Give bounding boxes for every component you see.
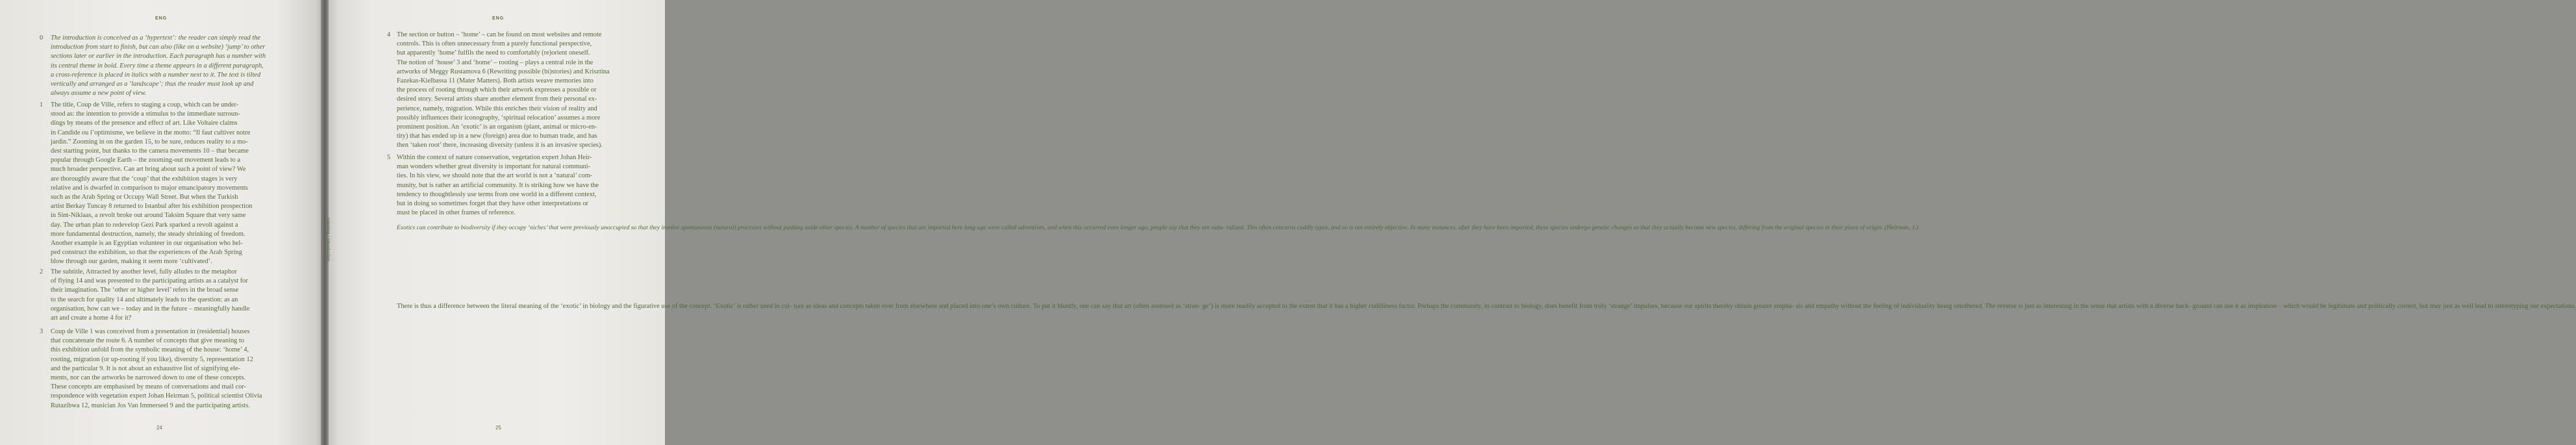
- language-label: ENG: [492, 16, 505, 21]
- quote-line: that they actually become new species, differing from the original species in their: [1640, 224, 1844, 231]
- quote-line: aside other species. A number of species that are imported here long ago were called: [805, 224, 1017, 231]
- text-line: Coup de Ville 1 was conceived from a presentation in (residential) houses: [51, 328, 250, 335]
- text-line: perience, namely, migration. While this enriches their vision of reality and: [397, 105, 597, 112]
- paragraph-text: [51, 327, 262, 411]
- text-line: this exhibition unfold from the symbolic meaning of the house: ‘home’ 4,: [51, 346, 249, 354]
- paragraph-text: [397, 31, 610, 151]
- text-line: jardin.” Zooming in on the garden 15, to be sure, reduces reality to a mo-: [51, 138, 248, 146]
- paragraph-1: [40, 101, 253, 267]
- text-line: much broader perspective. Can art bring about such a point of view? We: [51, 166, 246, 173]
- paragraph-text: [51, 34, 266, 98]
- quote-line: place of origin. (Heirman, J.): [1844, 224, 1919, 231]
- text-line: sis and empathy without the feeling of individuality being smothered. The: [1795, 303, 1996, 310]
- text-line: are thoroughly aware that the ‘coup’ that the exhibition stages is very: [51, 175, 238, 183]
- text-line: controls. This is often unnecessary from a purely functional perspective,: [397, 40, 592, 48]
- language-label: ENG: [155, 16, 168, 21]
- text-line: tendency to thoughtlessly use terms from one world in a different context,: [397, 190, 597, 198]
- quote-line: Exotics can contribute to biodiversity if they occupy ‘niches’ that were previously: [397, 224, 599, 231]
- text-line: munity, but is rather an artificial community. It is striking how we have the: [397, 181, 599, 189]
- text-line: factor. Perhaps the community, in contrast to biology, does benefit from: [1399, 303, 1593, 310]
- text-line: ge’) is more readily accepted to the extent that it has a higher cuddliness: [1202, 303, 1397, 310]
- text-line: The notion of ‘house’ 3 and ‘home’ – rooting – plays a central role in the: [397, 58, 594, 66]
- paragraph-0: [40, 34, 266, 98]
- paragraph-text: [51, 101, 253, 267]
- text-line: possibly influences their iconography, ‘spiritual relocation’ assumes a more: [397, 114, 601, 121]
- text-line: correct, but may just as well lead to stereotyping our expectations.: [2397, 303, 2576, 310]
- paragraph-2: [40, 268, 250, 323]
- text-line: their imagination. The ‘other or higher level’ refers in the broad sense: [51, 286, 239, 294]
- text-line: desired story. Several artists share another element from their personal ex-: [397, 95, 597, 103]
- text-line: popular through Google Earth – the zooming-out movement leads to a: [51, 157, 241, 164]
- text-line: prominent position. An ‘exotic’ is an organism (plant, animal or micro-en-: [397, 123, 597, 131]
- text-line: truly ‘strange’ impulses, because our spirits thereby obtain greater empha-: [1594, 303, 1794, 310]
- text-line: The section or button – ‘home’ – can be found on most websites and remote: [397, 31, 602, 38]
- text-line: The title, Coup de Ville, refers to staging a coup, which can be under-: [51, 101, 239, 108]
- text-line: vertically and arranged as a ‘landscape’; thus the reader must look up and: [51, 81, 254, 88]
- paragraph-text: [397, 153, 599, 218]
- text-line: but in doing so sometimes forget that they have other interpretations or: [397, 200, 589, 208]
- text-line: Another example is an Egyptian volunteer in our organisation who hel-: [51, 240, 243, 248]
- text-line: then ‘taken root’ there, increasing diversity (unless it is an invasive species).: [397, 142, 603, 149]
- paragraph-number: 1: [40, 101, 44, 108]
- text-line: ped construct the exhibition, so that the experiences of the Arab Spring: [51, 249, 242, 257]
- text-line: a cross-reference is placed in italics with a number next to it. The text is tilted: [51, 71, 261, 79]
- quote-block: [397, 223, 1918, 233]
- text-line: ties. In his view, we should note that the art world is not a ‘natural’ com-: [397, 172, 593, 180]
- text-line: These concepts are emphasised by means of conversations and mail cor-: [51, 383, 247, 391]
- text-line: of flying 14 and was presented to the participating artists as a catalyst for: [51, 277, 248, 285]
- quote-line: unoccupied so that they involve spontaneous (natural) processes without pushing: [601, 224, 803, 231]
- closing-paragraph: [397, 302, 2576, 311]
- text-line: must be placed in other frames of reference.: [397, 209, 516, 217]
- text-line: that concatenate the route 6. A number of concepts that give meaning to: [51, 337, 245, 345]
- text-line: sections later or earlier in the introduction. Each paragraph has a number with: [51, 53, 266, 60]
- text-line: to the search for quality 14 and ultimately leads to the question: as an: [51, 296, 238, 303]
- paragraph-5: [387, 153, 599, 218]
- text-line: ground can use it as inspiration – which would be legitimate and politically: [2192, 303, 2396, 310]
- text-line: reverse is just as interesting in the sense that artists with a diverse back-: [1997, 303, 2191, 310]
- text-line: own culture. To put it bluntly, one can say that art (often assessed as ‘stran-: [997, 303, 1201, 310]
- text-line: artist Berkay Tuncay 8 returned to Istanbul after his exhibition prospection: [51, 203, 253, 210]
- paragraph-number: 3: [40, 328, 44, 335]
- text-line: art and create a home 4 for it?: [51, 314, 132, 322]
- text-line: organisation, how can we – today and in the future – meaningfully handle: [51, 305, 250, 312]
- text-line: ments, nor can the artworks be narrowed down to one of these concepts.: [51, 374, 246, 382]
- paragraph-number: 0: [40, 34, 44, 42]
- text-line: stood as: the intention to provide a stimulus to the immediate surroun-: [51, 110, 240, 118]
- text-line: tity) that has ended up in a new (foreign) area due to human trade, and has: [397, 133, 597, 140]
- page-number: 25: [495, 425, 501, 431]
- paragraph-number: 4: [387, 31, 391, 38]
- text-line: ture as ideas and concepts taken over from elsewhere and placed into one’s: [794, 303, 996, 310]
- right-page: [325, 0, 2576, 445]
- text-line: such as the Arab Spring or Occupy Wall Street. But when the Turkish: [51, 194, 238, 201]
- text-line: and the particular 9. It is not about an exhaustive list of signifying ele-: [51, 364, 241, 372]
- paragraph-3: [40, 327, 262, 411]
- text-line: in Candide ou l’optimisme, we believe in the motto: “Il faut cultiver notre: [51, 129, 251, 136]
- text-line: in Sint-Niklaas, a revolt broke out around Taksim Square that very same: [51, 212, 246, 220]
- quote-line: instances, after they have been imported, these species undergo genetic changes so: [1432, 224, 1639, 231]
- text-line: always assume a new point of view.: [51, 90, 147, 97]
- text-line: man wonders whether great diversity is important for natural communi-: [397, 163, 591, 171]
- text-line: its central theme in bold. Every time a theme appears in a different paragraph,: [51, 62, 264, 70]
- left-page: [0, 0, 325, 445]
- quote-line: adventives, and when this occurred even longer ago, people say that they are natu-: [1018, 224, 1225, 231]
- text-line: blow through our garden, making it seem more ‘cultivated’.: [51, 258, 212, 266]
- text-line: but apparently ‘home’ fulfils the need to comfortably (re)orient oneself.: [397, 49, 590, 57]
- quote-line: ralised. This often concerns cuddly types, and so is not entirely objective. In many: [1226, 224, 1431, 231]
- text-line: Rutazibwa 12, musician Jos Van Immerseel 9 and the participating artists.: [51, 401, 250, 409]
- running-section-label: [326, 218, 331, 224]
- paragraph-number: 2: [40, 268, 44, 275]
- text-line: Within the context of nature conservation, vegetation expert Johan Heir-: [397, 154, 592, 161]
- text-line: There is thus a difference between the literal meaning of the ‘exotic’ in: [397, 303, 588, 310]
- text-line: relative and is dwarfed in comparison to major emancipatory movements: [51, 184, 248, 192]
- text-line: the process of rooting through which their artwork expresses a possible or: [397, 86, 597, 94]
- paragraph-4: [387, 31, 610, 151]
- text-line: more fundamental destruction, namely, the steady shrinking of freedom.: [51, 230, 245, 238]
- text-line: dest starting point, but thanks to the camera movements 10 – that became: [51, 147, 249, 155]
- text-line: Fazekas-Kielbassa 11 (Mater Matters). Both artists weave memories into: [397, 77, 594, 85]
- text-line: dings by means of the presence and effect of art. Like Voltaire claims: [51, 120, 238, 127]
- text-line: The introduction is conceived as a ‘hypertext’: the reader can simply read the: [51, 34, 261, 42]
- text-line: biology and the figurative use of the concept. ‘Exotic’ is rather used in cul-: [590, 303, 792, 310]
- text-line: The subtitle, Attracted by another level, fully alludes to the metaphor: [51, 268, 237, 275]
- text-line: day. The urban plan to redevelop Gezi Park sparked a revolt against a: [51, 221, 238, 229]
- paragraph-number: 5: [387, 154, 391, 161]
- text-line: artworks of Meggy Rustamova 6 (Rewriting possible (bi)stories) and Krisztina: [397, 68, 610, 75]
- text-line: respondence with vegetation expert Johan Heirman 5, political scientist Olivia: [51, 392, 262, 400]
- paragraph-text: [51, 268, 250, 323]
- text-line: introduction from start to finish, but can also (like on a website) ‘jump’ to other: [51, 44, 266, 51]
- text-line: rooting, migration (or up-rooting if you like), diversity 5, representation 12: [51, 355, 253, 363]
- page-number: 24: [156, 425, 162, 431]
